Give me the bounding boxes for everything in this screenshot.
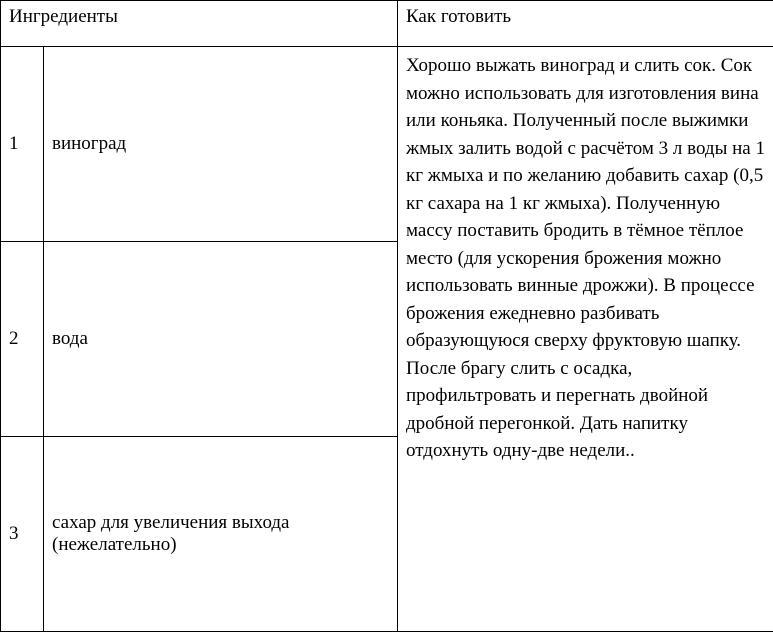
ingredient-name: сахар для увеличения выхода (нежелательно) [44,437,398,632]
header-ingredients: Ингредиенты [1,1,398,47]
ingredient-number: 2 [1,242,44,437]
cooking-instructions: Хорошо выжать виноград и слить сок. Сок можно использовать для изготовления вина или коньяка. Полученный после выжимки жмых залить водой с расчётом 3 л воды на 1 кг жмыха и по желанию добавить сахар (0,5 кг сахара на 1 кг жмыха). Полученную массу поставить бродить в тёмное тёплое место (для ускорения брожения можно использовать винные дрожжи). В процессе брожения ежедневно разбивать образующуюся сверху фруктовую шапку. После брагу слить с осадка, профильтровать и перегнать двойной дробной перегонкой. Дать напитку отдохнуть одну-две недели.. [398,47,773,632]
ingredient-number: 1 [1,47,44,242]
ingredient-name: вода [44,242,398,437]
ingredient-name: виноград [44,47,398,242]
header-row [1,1,773,47]
ingredient-row [1,47,773,242]
ingredient-number: 3 [1,437,44,632]
header-how-to-cook: Как готовить [398,1,773,47]
